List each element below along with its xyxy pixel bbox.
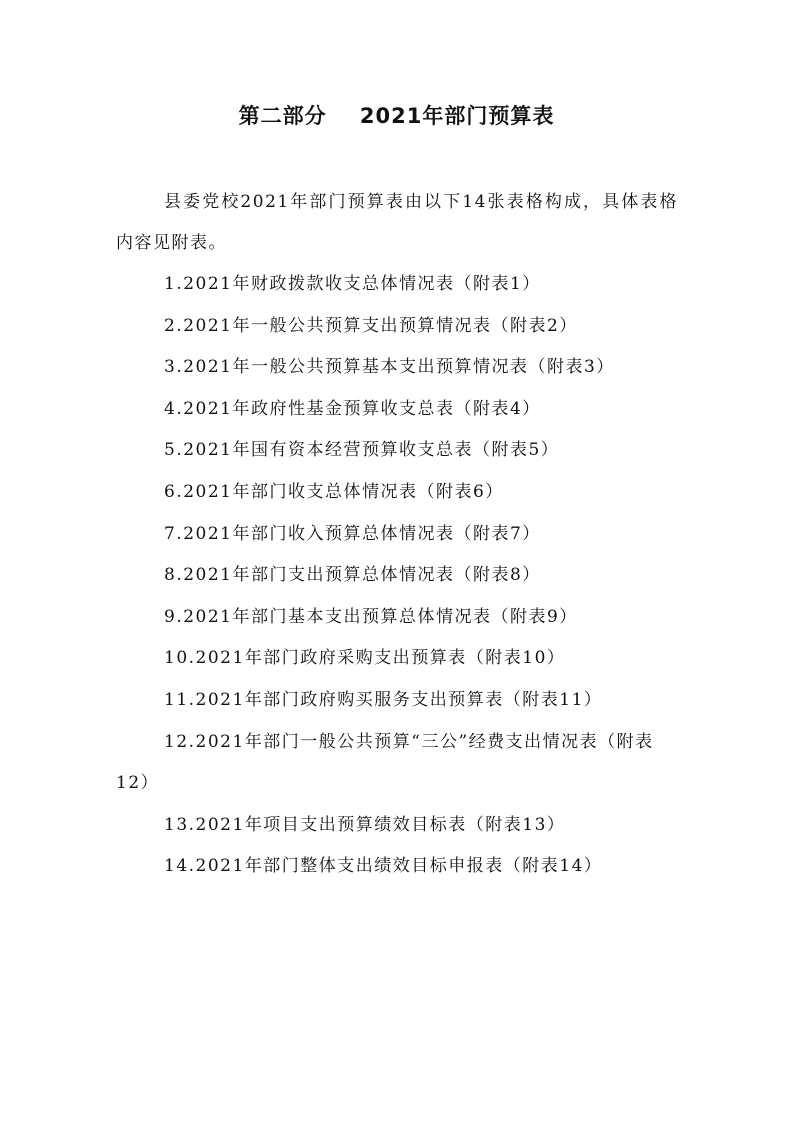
intro-paragraph: 县委党校2021年部门预算表由以下14张表格构成，具体表格内容见附表。 xyxy=(116,192,678,253)
list-item-1: 1.2021年财政拨款收支总体情况表（附表1） xyxy=(164,274,541,294)
list-item-10: 10.2021年部门政府采购支出预算表（附表10） xyxy=(164,648,566,669)
list-item-5: 5.2021年国有资本经营预算收支总表（附表5） xyxy=(164,440,560,461)
document-title: 第二部分 2021年部门预算表 xyxy=(238,104,555,128)
list-item-6: 6.2021年部门收支总体情况表（附表6） xyxy=(164,481,504,502)
list-item-2: 2.2021年一般公共预算支出预算情况表（附表2） xyxy=(164,315,578,336)
list-item-8: 8.2021年部门支出预算总体情况表（附表8） xyxy=(164,565,541,586)
list-item-7: 7.2021年部门收入预算总体情况表（附表7） xyxy=(164,523,541,544)
list-item-14: 14.2021年部门整体支出绩效目标申报表（附表14） xyxy=(164,856,603,877)
list-item-11: 11.2021年部门政府购买服务支出预算表（附表11） xyxy=(164,689,603,710)
list-item-3: 3.2021年一般公共预算基本支出预算情况表（附表3） xyxy=(164,357,615,378)
table-list xyxy=(116,264,678,888)
list-item-4: 4.2021年政府性基金预算收支总表（附表4） xyxy=(164,398,541,419)
list-item-12: 12.2021年部门一般公共预算“三公”经费支出情况表（附表12） xyxy=(116,731,654,794)
document-body xyxy=(116,182,678,888)
list-item-13: 13.2021年项目支出预算绩效目标表（附表13） xyxy=(164,814,566,835)
list-item-9: 9.2021年部门基本支出预算总体情况表（附表9） xyxy=(164,606,578,627)
